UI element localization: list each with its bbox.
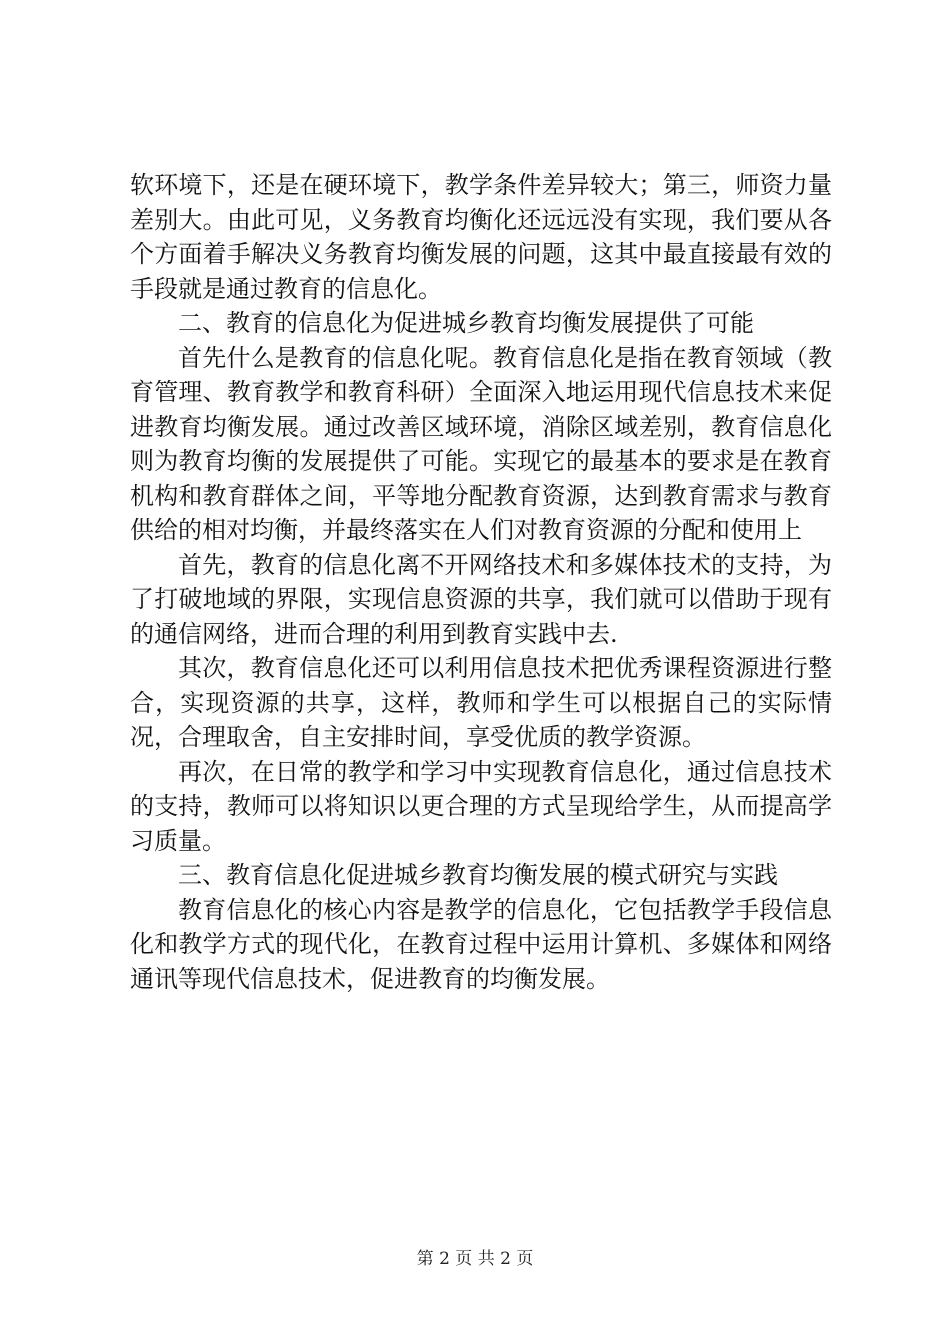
- section-heading-3: 三、教育信息化促进城乡教育均衡发展的模式研究与实践: [178, 861, 778, 889]
- paragraph-second: 其次，教育信息化还可以利用信息技术把优秀课程资源进行整合，实现资源的共享，这样，教师和学生可以根据自己的实际情况，合理取舍，自主安排时间，享受优质的教学资源。: [130, 654, 832, 751]
- paragraph-core-content: 教育信息化的核心内容是教学的信息化，它包括教学手段信息化和教学方式的现代化，在教育过程中运用计算机、多媒体和网络通讯等现代信息技术，促进教育的均衡发展。: [130, 895, 832, 993]
- document-body: [130, 168, 832, 996]
- page-footer: 第 2 页 共 2 页: [416, 1249, 534, 1269]
- paragraph-first: 首先，教育的信息化离不开网络技术和多媒体技术的支持，为了打破地域的界限，实现信息资源的共享，我们就可以借助于现有的通信网络，进而合理的利用到教育实践中去.: [130, 550, 832, 648]
- paragraph-third: 再次，在日常的教学和学习中实现教育信息化，通过信息技术的支持，教师可以将知识以更合理的方式呈现给学生，从而提高学习质量。: [130, 757, 832, 855]
- paragraph-definition: 首先什么是教育的信息化呢。教育信息化是指在教育领域（教育管理、教育教学和教育科研）全面深入地运用现代信息技术来促进教育均衡发展。通过改善区域环境，消除区域差别，教育信息化则为教育均衡的发展提供了可能。实现它的最基本的要求是在教育机构和教育群体之间，平等地分配教育资源，达到教育需求与教育供给的相对均衡，并最终落实在人们对教育资源的分配和使用上: [130, 343, 832, 544]
- section-heading-2: 二、教育的信息化为促进城乡教育均衡发展提供了可能: [178, 309, 754, 337]
- paragraph-continuation: 软环境下，还是在硬环境下，教学条件差异较大；第三，师资力量差别大。由此可见，义务教育均衡化还远远没有实现，我们要从各个方面着手解决义务教育均衡发展的问题，这其中最直接最有效的手段就是通过教育的信息化。: [130, 171, 832, 303]
